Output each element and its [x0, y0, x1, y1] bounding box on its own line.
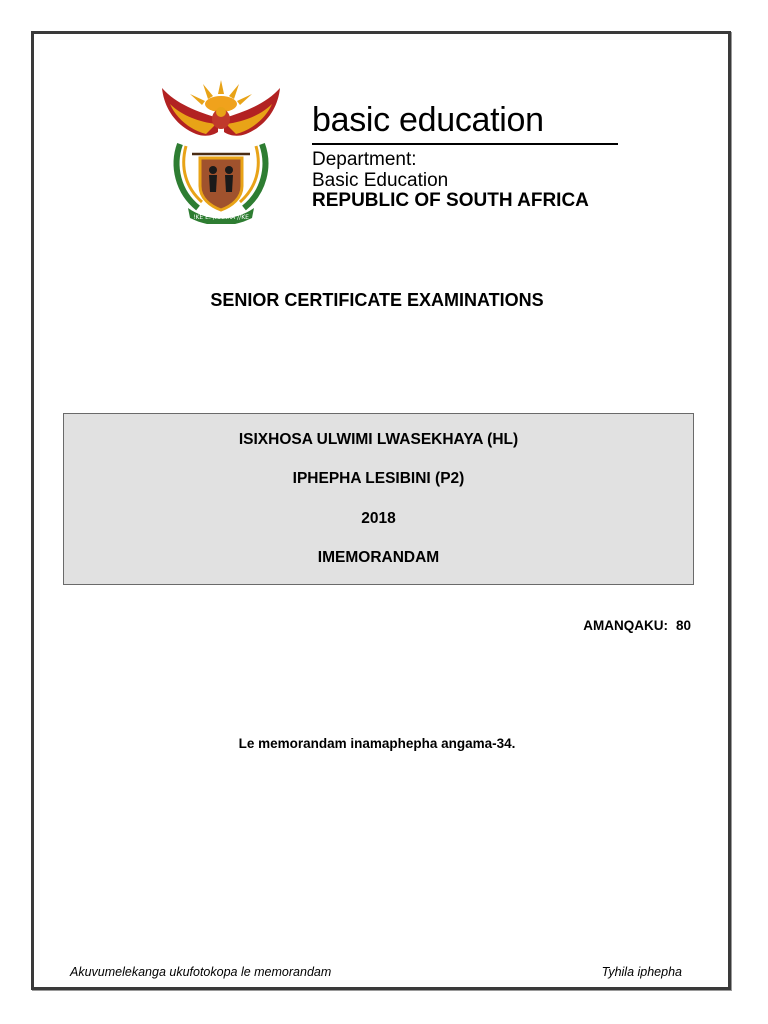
footer-copy-notice: Akuvumelekanga ukufotokopa le memorandam [70, 965, 332, 979]
department-line-1: Department: [312, 149, 417, 170]
logo-title: basic education [312, 101, 544, 139]
footer-turn-page: Tyhila iphepha [601, 965, 682, 979]
logo-underline [312, 143, 618, 145]
department-line-2: Basic Education [312, 170, 449, 191]
subject-line: ISIXHOSA ULWIMI LWASEKHAYA (HL) [238, 431, 519, 448]
year-line: 2018 [361, 510, 396, 527]
page-count-row [0, 735, 768, 753]
department-line-3: REPUBLIC OF SOUTH AFRICA [312, 190, 589, 211]
marks-value: 80 [675, 618, 691, 633]
south-africa-coat-of-arms-icon [158, 74, 284, 224]
marks-label: AMANQAKU: [583, 618, 668, 633]
marks-total [583, 617, 691, 635]
exam-title-row [0, 289, 768, 311]
paper-info-box [63, 413, 694, 585]
crest-motto: !KE E: /XARRA //KE [193, 214, 249, 221]
department-header [148, 66, 633, 231]
page-count-note: Le memorandam inamaphepha angama-34. [238, 736, 516, 751]
document-type-line: IMEMORANDAM [317, 549, 440, 566]
paper-line: IPHEPHA LESIBINI (P2) [292, 470, 465, 487]
exam-title: SENIOR CERTIFICATE EXAMINATIONS [210, 290, 544, 310]
